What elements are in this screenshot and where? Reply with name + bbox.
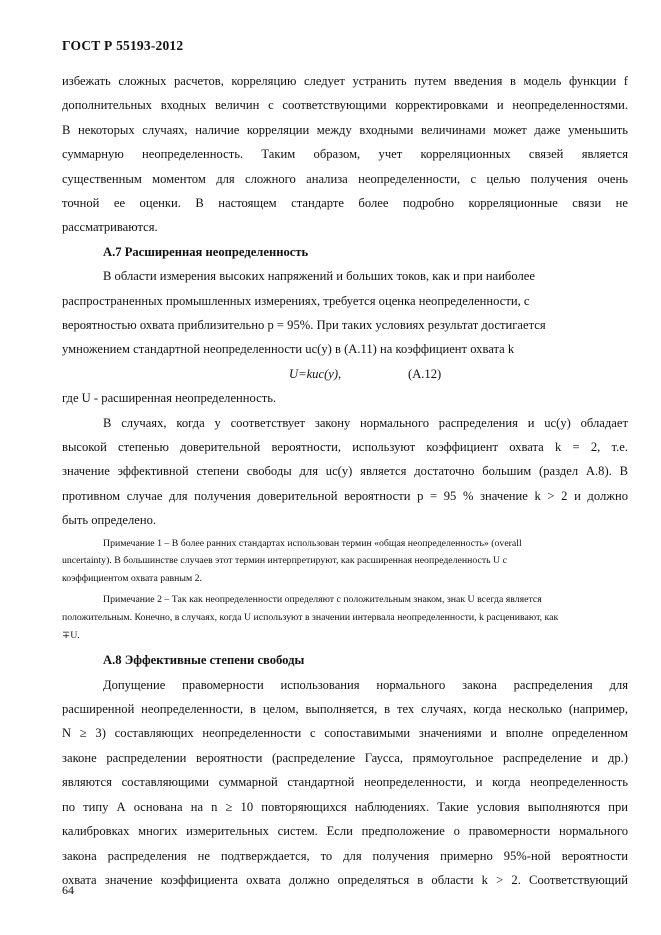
note-1 xyxy=(62,535,628,588)
text-line: расширенной неопределенности, в целом, выполняется, в тех случаях, когда несколько (например, xyxy=(62,702,628,717)
section-heading-a7: А.7 Расширенная неопределенность xyxy=(103,244,309,259)
note-line: положительным. Конечно, в случаях, когда U используют в значении интервала неопределенности, k расценивают, как xyxy=(62,612,559,624)
formula-number: (А.12) xyxy=(408,366,442,381)
text-line: дополнительных входных величин с соответствующими корректировками и неопределенностями. xyxy=(62,98,628,113)
page-number: 64 xyxy=(62,883,74,897)
text-line: суммарную неопределенность. Таким образом, учет корреляционных связей является xyxy=(62,147,628,162)
text-line: значение эффективной степени свободы для uc(y) является достаточно большим (раздел А.8). В xyxy=(62,464,628,479)
note-2 xyxy=(62,591,628,644)
text-line: избежать сложных расчетов, корреляцию следует устранить путем введения в модель функции f xyxy=(62,74,628,88)
note-line: Примечание 2 – Так как неопределенности определяют с положительным знаком, знак U всегда является xyxy=(103,594,542,606)
text-line: калибровках многих измерительных систем. Если предположение о правомерности нормального xyxy=(62,824,628,839)
text-line: N ≥ 3) составляющих неопределенности с сопоставимыми значениями и вполне определенном xyxy=(62,726,628,741)
note-line: Примечание 1 – В более ранних стандартах использован термин «общая неопределенность» (overall xyxy=(103,537,522,549)
text-line: рассматриваются. xyxy=(62,220,158,235)
paragraph-coverage-factor xyxy=(62,411,628,533)
paragraph-expanded-uncertainty xyxy=(62,264,628,362)
text-line: противном случае для получения доверительной вероятности p = 95 % значение k > 2 и должно xyxy=(62,488,628,503)
text-line: являются составляющими суммарной стандартной неопределенности, и когда неопределенность xyxy=(62,775,628,790)
text-line: закона распределения не подтверждается, то для получения примерно 95%-ной вероятности xyxy=(62,848,628,863)
text-line: В случаях, когда y соответствует закону нормального распределения и uc(y) обладает xyxy=(103,415,628,430)
text-line: высокой степенью доверительной вероятности, используют коэффициент охвата k = 2, т.е. xyxy=(62,440,628,455)
note-line: ∓U. xyxy=(62,629,80,641)
formula-a12 xyxy=(62,362,628,386)
paragraph-degrees-of-freedom xyxy=(62,673,628,893)
document-body xyxy=(62,69,628,892)
note-line: uncertainty). В большинстве случаев этот термин интерпретируют, как расширенная неопределенность U с xyxy=(62,555,507,567)
text-line: распространенных промышленных измерениях, требуется оценка неопределенности, с xyxy=(62,293,530,308)
text-line: точной ее оценки. В настоящем стандарте более подробно корреляционные связи не xyxy=(62,196,628,211)
text-line: Допущение правомерности использования нормального закона распределения для xyxy=(103,677,628,692)
text-line: существенным моментом для сложного анализа неопределенности, с целью получения очень xyxy=(62,171,628,186)
text-line: В некоторых случаях, наличие корреляции между входными величинами может даже уменьшить xyxy=(62,122,628,137)
note-line: коэффициентом охвата равным 2. xyxy=(62,572,202,584)
text-line: законе распределении вероятности (распределение Гаусса, прямоугольное распределение и др.) xyxy=(62,750,628,765)
paragraph-correlation xyxy=(62,69,628,240)
text-line: умножением стандартной неопределенности uc(y) в (А.11) на коэффициент охвата k xyxy=(62,342,515,357)
text-line: охвата значение коэффициента охвата должно определяться в области k > 2. Соответствующий xyxy=(62,872,628,887)
text-line-where: где U - расширенная неопределенность. xyxy=(62,391,277,406)
text-line: вероятностью охвата приблизительно p = 95%. При таких условиях результат достигается xyxy=(62,318,546,333)
text-line: В области измерения высоких напряжений и больших токов, как и при наиболее xyxy=(103,269,535,284)
formula-expression: U=kuc(y), xyxy=(289,366,342,381)
document-header: ГОСТ Р 55193-2012 xyxy=(62,38,184,53)
text-line: быть определено. xyxy=(62,513,157,528)
text-line: по типу А основана на n ≥ 10 повторяющихся наблюдениях. Такие условия выполняются при xyxy=(62,799,628,814)
section-heading-a8: А.8 Эффективные степени свободы xyxy=(103,653,305,668)
